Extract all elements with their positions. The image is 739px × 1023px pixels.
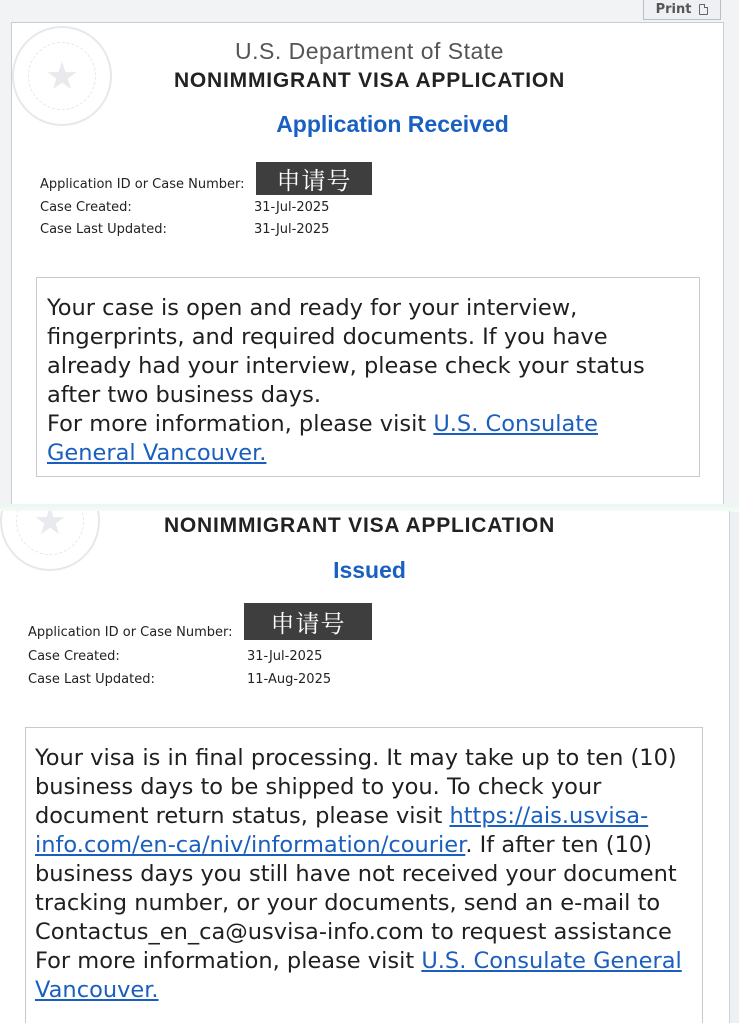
status-message-box	[25, 727, 703, 1023]
status-message-box	[36, 277, 700, 477]
courier-link[interactable]: https://ais.usvisa-info.com/en-ca/niv/information/courier	[35, 803, 649, 858]
case-updated-value: 31-Jul-2025	[254, 222, 330, 237]
more-info-text: For more information, please visit	[47, 411, 434, 437]
status-message-text: Your case is open and ready for your interview, fingerprints, and required documents. If you have already had your interview, please check your status after two business days.	[47, 295, 645, 408]
application-title: NONIMMIGRANT VISA APPLICATION	[163, 514, 556, 537]
department-name: U.S. Department of State	[235, 38, 504, 64]
case-updated-value: 11-Aug-2025	[247, 672, 332, 687]
status-heading: Application Received	[276, 111, 509, 137]
more-info-text: For more information, please visit	[35, 948, 422, 974]
consulate-link[interactable]: U.S. Consulate General Vancouver.	[47, 411, 598, 466]
case-number-label: Application ID or Case Number:	[28, 625, 233, 640]
case-number-redaction: 申请号	[256, 162, 372, 195]
status-panel-received	[0, 0, 739, 506]
application-title: NONIMMIGRANT VISA APPLICATION	[173, 69, 566, 92]
case-created-label: Case Created:	[40, 200, 132, 215]
case-number-label: Application ID or Case Number:	[40, 177, 245, 192]
status-message-text-continued: . If after ten (10) business days you still have not received your document tracking number, or your documents, send an e-mail to Contactus_en_ca@usvisa-info.com to request assistance	[35, 832, 677, 945]
status-message-text: Your visa is in final processing. It may take up to ten (10) business days to be shipped to you. To check your document return status, please visit	[35, 745, 677, 829]
case-updated-label: Case Last Updated:	[40, 222, 167, 237]
consulate-link[interactable]: U.S. Consulate General Vancouver.	[35, 948, 682, 1003]
case-created-label: Case Created:	[28, 649, 120, 664]
case-number-redaction: 申请号	[244, 603, 372, 640]
status-heading: Issued	[333, 557, 406, 583]
document-icon	[699, 4, 708, 15]
case-created-value: 31-Jul-2025	[247, 649, 323, 664]
case-updated-label: Case Last Updated:	[28, 672, 155, 687]
print-button[interactable]	[643, 0, 721, 20]
print-label: Print	[655, 2, 692, 17]
case-created-value: 31-Jul-2025	[254, 200, 330, 215]
